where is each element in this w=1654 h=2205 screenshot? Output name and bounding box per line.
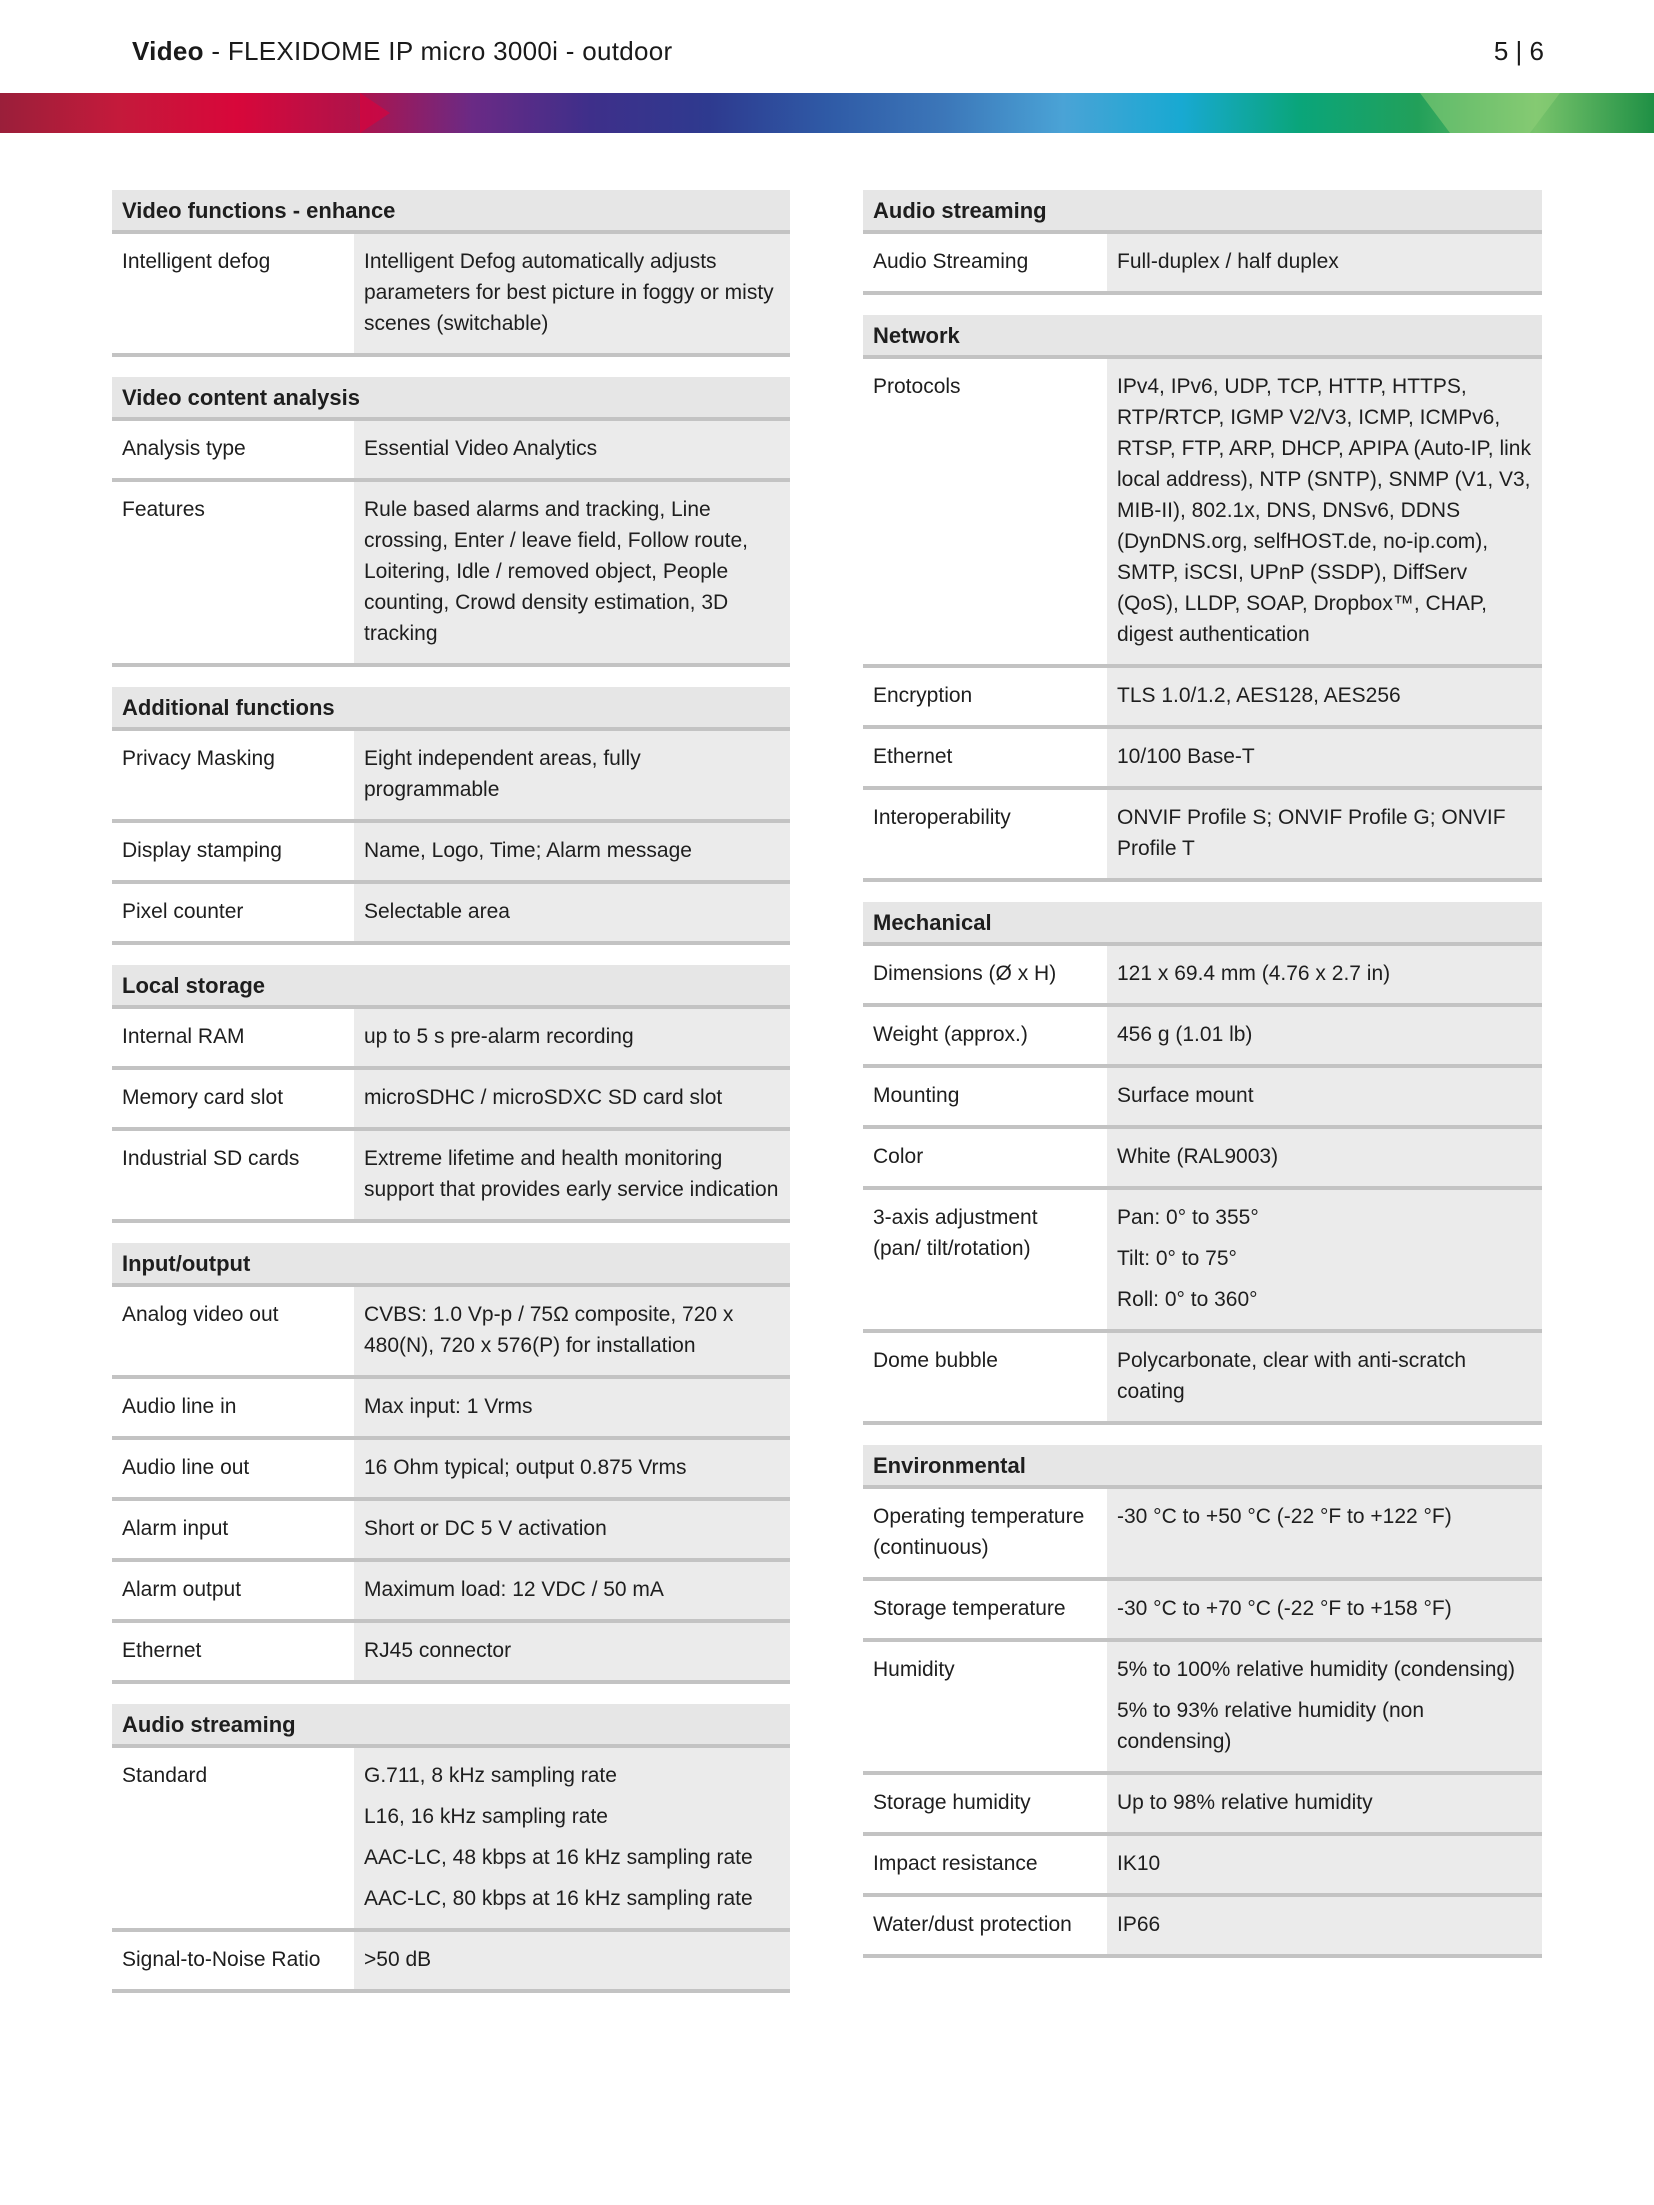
spec-value: [348, 1623, 790, 1680]
spec-value-line: 121 x 69.4 mm (4.76 x 2.7 in): [1117, 962, 1391, 985]
spec-value-line: 16 Ohm typical; output 0.875 Vrms: [364, 1456, 687, 1479]
spec-row: [112, 823, 790, 884]
spec-label: Intelligent defog: [112, 234, 348, 353]
spec-value-line: IK10: [1117, 1852, 1161, 1875]
spec-label: Color: [863, 1129, 1101, 1186]
spec-value: [348, 482, 790, 663]
spec-label: Standard: [112, 1748, 348, 1928]
spec-label: Memory card slot: [112, 1070, 348, 1127]
spec-label: Pixel counter: [112, 884, 348, 941]
spec-value: [1101, 1897, 1542, 1954]
spec-row: [863, 790, 1542, 882]
spec-value: [348, 1748, 790, 1928]
spec-value-line: >50 dB: [364, 1948, 432, 1971]
spec-value-line: TLS 1.0/1.2, AES128, AES256: [1117, 684, 1401, 707]
spec-value: [1101, 1642, 1542, 1771]
section-title: Input/output: [112, 1243, 790, 1287]
spec-row: [112, 731, 790, 823]
spec-value-line: Essential Video Analytics: [364, 437, 598, 460]
spec-value-line: IP66: [1117, 1913, 1161, 1936]
spec-label: Audio line out: [112, 1440, 348, 1497]
spec-label: Signal-to-Noise Ratio: [112, 1932, 348, 1989]
spec-value: [1101, 1190, 1542, 1329]
spec-value-line: IPv4, IPv6, UDP, TCP, HTTP, HTTPS, RTP/RTCP, IGMP V2/V3, ICMP, ICMPv6, RTSP, FTP, ARP, DHCP, APIPA (Auto-IP, link local address), NTP (SNTP), SNMP (V1, V3, MIB-II), 802.1x, DNS, DNSv6, DDNS (DynDNS.org, selfHOST.de, no-ip.com), SMTP, iSCSI, UPnP (SSDP), DiffServ (QoS), LLDP, SOAP, Dropbox™, CHAP, digest authentication: [1117, 375, 1531, 646]
spec-value-line: Surface mount: [1117, 1084, 1254, 1107]
spec-value-line: Intelligent Defog automatically adjusts parameters for best picture in foggy or misty scenes (switchable): [364, 250, 774, 335]
section-title: Local storage: [112, 965, 790, 1009]
spec-value-line: L16, 16 kHz sampling rate: [364, 1805, 608, 1828]
spec-value: [1101, 234, 1542, 291]
spec-value-line: microSDHC / microSDXC SD card slot: [364, 1086, 723, 1109]
spec-value: [348, 421, 790, 478]
spec-label: Audio Streaming: [863, 234, 1101, 291]
spec-section-additional-functions: [112, 687, 790, 945]
spec-value-line: AAC-LC, 80 kbps at 16 kHz sampling rate: [364, 1887, 753, 1910]
title-category: Video: [132, 36, 204, 66]
spec-value-line: AAC-LC, 48 kbps at 16 kHz sampling rate: [364, 1846, 753, 1869]
spec-section-network: [863, 315, 1542, 882]
spec-value-line: Polycarbonate, clear with anti-scratch coating: [1117, 1349, 1466, 1403]
spec-row: [863, 668, 1542, 729]
spec-row: [112, 1009, 790, 1070]
spec-label: Ethernet: [863, 729, 1101, 786]
spec-value: [1101, 1836, 1542, 1893]
spec-row: [112, 1932, 790, 1993]
spec-value-line: Extreme lifetime and health monitoring support that provides early service indication: [364, 1147, 779, 1201]
spec-value: [1101, 668, 1542, 725]
spec-value-line: Short or DC 5 V activation: [364, 1517, 607, 1540]
spec-row: [863, 1007, 1542, 1068]
spec-label: Encryption: [863, 668, 1101, 725]
spec-row: [112, 1562, 790, 1623]
spec-value-line: Name, Logo, Time; Alarm message: [364, 839, 692, 862]
spec-label: Internal RAM: [112, 1009, 348, 1066]
spec-value: [1101, 1333, 1542, 1421]
spec-value-line: -30 °C to +70 °C (-22 °F to +158 °F): [1117, 1597, 1452, 1620]
spec-value-line: 5% to 100% relative humidity (condensing): [1117, 1658, 1516, 1681]
spec-row: [112, 1070, 790, 1131]
section-title: Audio streaming: [863, 190, 1542, 234]
spec-value: [348, 884, 790, 941]
spec-value: [348, 1009, 790, 1066]
spec-label: Impact resistance: [863, 1836, 1101, 1893]
spec-value-line: 10/100 Base-T: [1117, 745, 1255, 768]
spec-row: [863, 1775, 1542, 1836]
spec-value: [1101, 946, 1542, 1003]
spec-row: [112, 884, 790, 945]
spec-section-audio-streaming: [112, 1704, 790, 1993]
spec-value: [1101, 1581, 1542, 1638]
spec-row: [863, 1489, 1542, 1581]
title-product: - FLEXIDOME IP micro 3000i - outdoor: [203, 36, 673, 66]
spec-row: [863, 1129, 1542, 1190]
spec-value-line: Full-duplex / half duplex: [1117, 250, 1339, 273]
spec-label: Protocols: [863, 359, 1101, 664]
spec-label: 3-axis adjustment (pan/ tilt/rotation): [863, 1190, 1101, 1329]
spec-row: [112, 1131, 790, 1223]
spec-row: [863, 1190, 1542, 1333]
spec-row: [863, 1642, 1542, 1775]
spec-value-line: RJ45 connector: [364, 1639, 512, 1662]
spec-value: [348, 234, 790, 353]
section-title: Additional functions: [112, 687, 790, 731]
spec-label: Analysis type: [112, 421, 348, 478]
spec-label: Audio line in: [112, 1379, 348, 1436]
spec-value-line: 456 g (1.01 lb): [1117, 1023, 1253, 1046]
spec-value-line: Up to 98% relative humidity: [1117, 1791, 1373, 1814]
spec-label: Storage temperature: [863, 1581, 1101, 1638]
spec-value: [1101, 790, 1542, 878]
spec-label: Mounting: [863, 1068, 1101, 1125]
page-header: [0, 0, 1654, 92]
spec-row: [863, 1333, 1542, 1425]
spec-value: [1101, 1489, 1542, 1577]
spec-value-line: Maximum load: 12 VDC / 50 mA: [364, 1578, 664, 1601]
spec-value: [1101, 729, 1542, 786]
spec-value: [348, 823, 790, 880]
spec-value: [348, 1131, 790, 1219]
spec-value-line: up to 5 s pre-alarm recording: [364, 1025, 634, 1048]
spec-label: Analog video out: [112, 1287, 348, 1375]
spec-row: [863, 729, 1542, 790]
spec-value-line: Tilt: 0° to 75°: [1117, 1247, 1237, 1270]
spec-section-video-content-analysis: [112, 377, 790, 667]
spec-value: [348, 1562, 790, 1619]
spec-row: [112, 1623, 790, 1684]
spec-row: [863, 1068, 1542, 1129]
spec-label: Industrial SD cards: [112, 1131, 348, 1219]
spec-value-line: Max input: 1 Vrms: [364, 1395, 533, 1418]
spec-row: [863, 234, 1542, 295]
spec-value-line: White (RAL9003): [1117, 1145, 1279, 1168]
spec-value: [348, 1379, 790, 1436]
brand-color-band: [0, 93, 1654, 133]
left-spec-column: [112, 190, 790, 2013]
section-title: Video functions - enhance: [112, 190, 790, 234]
spec-value-line: Roll: 0° to 360°: [1117, 1288, 1258, 1311]
spec-label: Storage humidity: [863, 1775, 1101, 1832]
spec-row: [112, 234, 790, 357]
spec-row: [112, 482, 790, 667]
page-number: 5 | 6: [1493, 36, 1544, 66]
spec-value: [1101, 1068, 1542, 1125]
spec-label: Features: [112, 482, 348, 663]
spec-row: [112, 1440, 790, 1501]
spec-label: Alarm input: [112, 1501, 348, 1558]
spec-value-line: Selectable area: [364, 900, 510, 923]
spec-value: [348, 1070, 790, 1127]
spec-section-environmental: [863, 1445, 1542, 1958]
spec-section-input-output: [112, 1243, 790, 1684]
section-title: Mechanical: [863, 902, 1542, 946]
spec-value-line: Pan: 0° to 355°: [1117, 1206, 1259, 1229]
section-title: Network: [863, 315, 1542, 359]
spec-label: Weight (approx.): [863, 1007, 1101, 1064]
spec-value: [348, 1501, 790, 1558]
spec-value: [1101, 1129, 1542, 1186]
spec-row: [863, 359, 1542, 668]
spec-value: [348, 1440, 790, 1497]
document-title: [132, 36, 673, 67]
spec-row: [863, 1581, 1542, 1642]
spec-label: Display stamping: [112, 823, 348, 880]
spec-value: [1101, 1775, 1542, 1832]
spec-row: [863, 1897, 1542, 1958]
right-spec-column: [863, 190, 1542, 1978]
spec-value-line: G.711, 8 kHz sampling rate: [364, 1764, 617, 1787]
spec-label: Dimensions (Ø x H): [863, 946, 1101, 1003]
spec-label: Operating temperature (continuous): [863, 1489, 1101, 1577]
spec-label: Interoperability: [863, 790, 1101, 878]
spec-label: Humidity: [863, 1642, 1101, 1771]
spec-section-mechanical: [863, 902, 1542, 1425]
spec-value-line: Eight independent areas, fully programmable: [364, 747, 641, 801]
spec-value: [1101, 359, 1542, 664]
spec-value-line: -30 °C to +50 °C (-22 °F to +122 °F): [1117, 1505, 1452, 1528]
spec-label: Dome bubble: [863, 1333, 1101, 1421]
spec-label: Water/dust protection: [863, 1897, 1101, 1954]
spec-section-audio-streaming: [863, 190, 1542, 295]
spec-value: [348, 1932, 790, 1989]
spec-row: [112, 1287, 790, 1379]
spec-label: Alarm output: [112, 1562, 348, 1619]
section-title: Audio streaming: [112, 1704, 790, 1748]
spec-row: [863, 1836, 1542, 1897]
spec-row: [112, 1379, 790, 1440]
spec-label: Ethernet: [112, 1623, 348, 1680]
spec-value-line: 5% to 93% relative humidity (non condensing): [1117, 1699, 1424, 1753]
spec-section-local-storage: [112, 965, 790, 1223]
spec-value-line: Rule based alarms and tracking, Line crossing, Enter / leave field, Follow route, Loitering, Idle / removed object, People counting, Crowd density estimation, 3D tracking: [364, 498, 749, 645]
spec-row: [112, 421, 790, 482]
spec-value: [348, 1287, 790, 1375]
spec-section-video-functions-enhance: [112, 190, 790, 357]
section-title: Video content analysis: [112, 377, 790, 421]
spec-value: [1101, 1007, 1542, 1064]
spec-row: [863, 946, 1542, 1007]
spec-value-line: ONVIF Profile S; ONVIF Profile G; ONVIF Profile T: [1117, 806, 1506, 860]
spec-label: Privacy Masking: [112, 731, 348, 819]
spec-value: [348, 731, 790, 819]
spec-row: [112, 1501, 790, 1562]
section-title: Environmental: [863, 1445, 1542, 1489]
spec-value-line: CVBS: 1.0 Vp-p / 75Ω composite, 720 x 480(N), 720 x 576(P) for installation: [364, 1303, 734, 1357]
spec-row: [112, 1748, 790, 1932]
